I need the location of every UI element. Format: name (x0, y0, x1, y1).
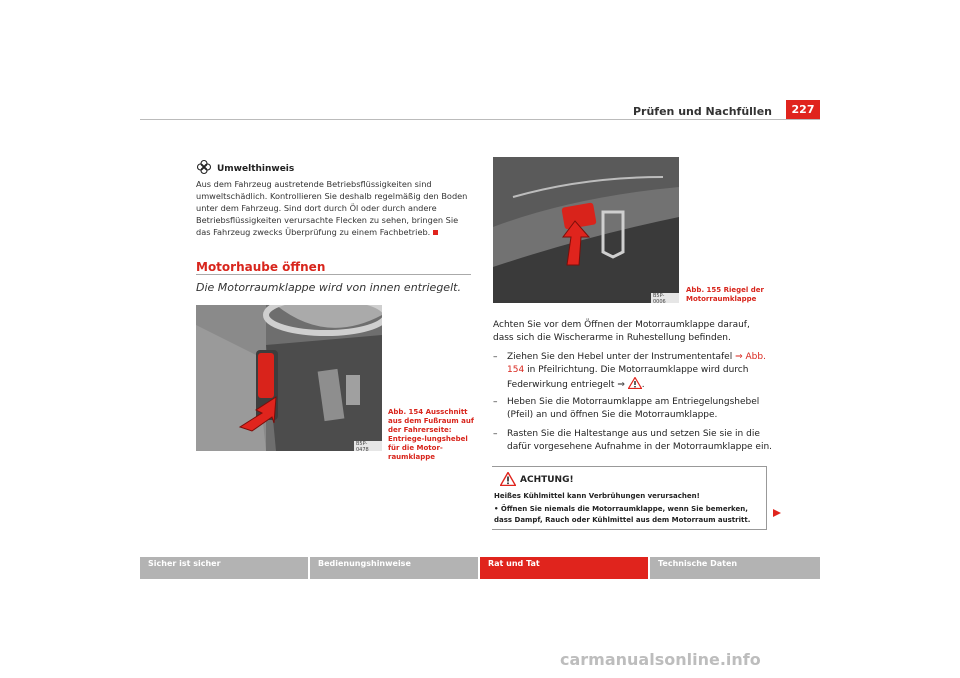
step-1-text: Ziehen Sie den Hebel unter der Instrumententafel (507, 352, 733, 362)
warning-line-2: • Öffnen Sie niemals die Motorraumklappe, wenn Sie bemerken, dass Dampf, Rauch oder Kühlmittel aus dem Motorraum austritt. (494, 505, 751, 524)
footer-tab-bar (140, 557, 820, 579)
warning-box (492, 466, 767, 530)
figure-155-latch-image (493, 157, 679, 303)
environment-note-title: Umwelthinweis (217, 164, 295, 174)
footer-tab-technische-daten[interactable]: Technische Daten (650, 557, 820, 579)
section-divider (196, 274, 471, 275)
footer-tab-rat-und-tat[interactable]: Rat und Tat (480, 557, 648, 579)
footer-tab-sicher[interactable]: Sicher ist sicher (140, 557, 308, 579)
figure-154-footwell-image (196, 305, 382, 451)
figure-155-code: B5P-0006 (651, 293, 679, 303)
section-heading: Motorhaube öffnen (196, 260, 326, 274)
continue-page-arrow-icon (772, 508, 782, 518)
figure-154-caption: Abb. 154 Ausschnitt aus dem Fußraum auf der Fahrerseite: Entriege-lungshebel für die Motor-raumklappe (388, 408, 474, 461)
warning-line-1: Heißes Kühlmittel kann Verbrühungen verursachen! (494, 492, 700, 500)
footer-tab-bedienung[interactable]: Bedienungshinweise (310, 557, 478, 579)
instruction-step-2 (493, 396, 773, 422)
warning-ref-arrow: ⇒ (617, 380, 625, 390)
section-subheading: Die Motorraumklappe wird von innen entriegelt. (196, 281, 461, 294)
warning-triangle-icon (500, 472, 516, 486)
step-dash: – (493, 397, 498, 407)
step-dash: – (493, 352, 498, 362)
step-1-end: . (641, 380, 645, 390)
bullet: • (494, 505, 499, 513)
page-number: 227 (786, 100, 820, 120)
instructions-intro: Achten Sie vor dem Öffnen der Motorraumklappe darauf, dass sich die Wischerarme in Ruhestellung befinden. (493, 320, 750, 343)
environment-note-body: Aus dem Fahrzeug austretende Betriebsflüssigkeiten sind umweltschädlich. Kontrollieren Sie deshalb regelmäßig den Boden unter dem Fahrzeug. Sind dort durch Öl oder durch andere Betriebsflüssigkeiten verursachte Flecken zu sehen, bringen Sie das Fahrzeug zwecks Überprüfung zu einem Fachbetrieb. (196, 179, 468, 237)
end-of-section-marker (433, 230, 438, 235)
step-3-text: Rasten Sie die Haltestange aus und setzen Sie sie in die dafür vorgesehene Aufnahme in der Motorraumklappe ein. (507, 429, 773, 452)
step-2-text: Heben Sie die Motorraumklappe am Entriegelungshebel (Pfeil) an und öffnen Sie die Motorraumklappe. (507, 397, 760, 420)
figure-154-code: B5P-0478 (354, 441, 382, 451)
environment-flower-icon (196, 159, 212, 175)
figure-154-reference-link[interactable]: ⇒ Abb. 154 (507, 352, 766, 375)
step-1-text-cont: in Pfeilrichtung. Die Motorraumklappe wird durch Federwirkung entriegelt (507, 365, 749, 390)
watermark: carmanualsonline.info (560, 650, 761, 669)
figure-155-caption: Abb. 155 Riegel der Motorraumklappe (686, 286, 764, 303)
header-divider (140, 119, 820, 120)
step-dash: – (493, 429, 498, 439)
warning-triangle-icon[interactable] (628, 377, 642, 389)
instruction-step-3 (493, 428, 773, 454)
warning-title: ACHTUNG! (520, 475, 574, 485)
instruction-step-1 (493, 351, 773, 392)
page-header-title: Prüfen und Nachfüllen (632, 105, 772, 118)
